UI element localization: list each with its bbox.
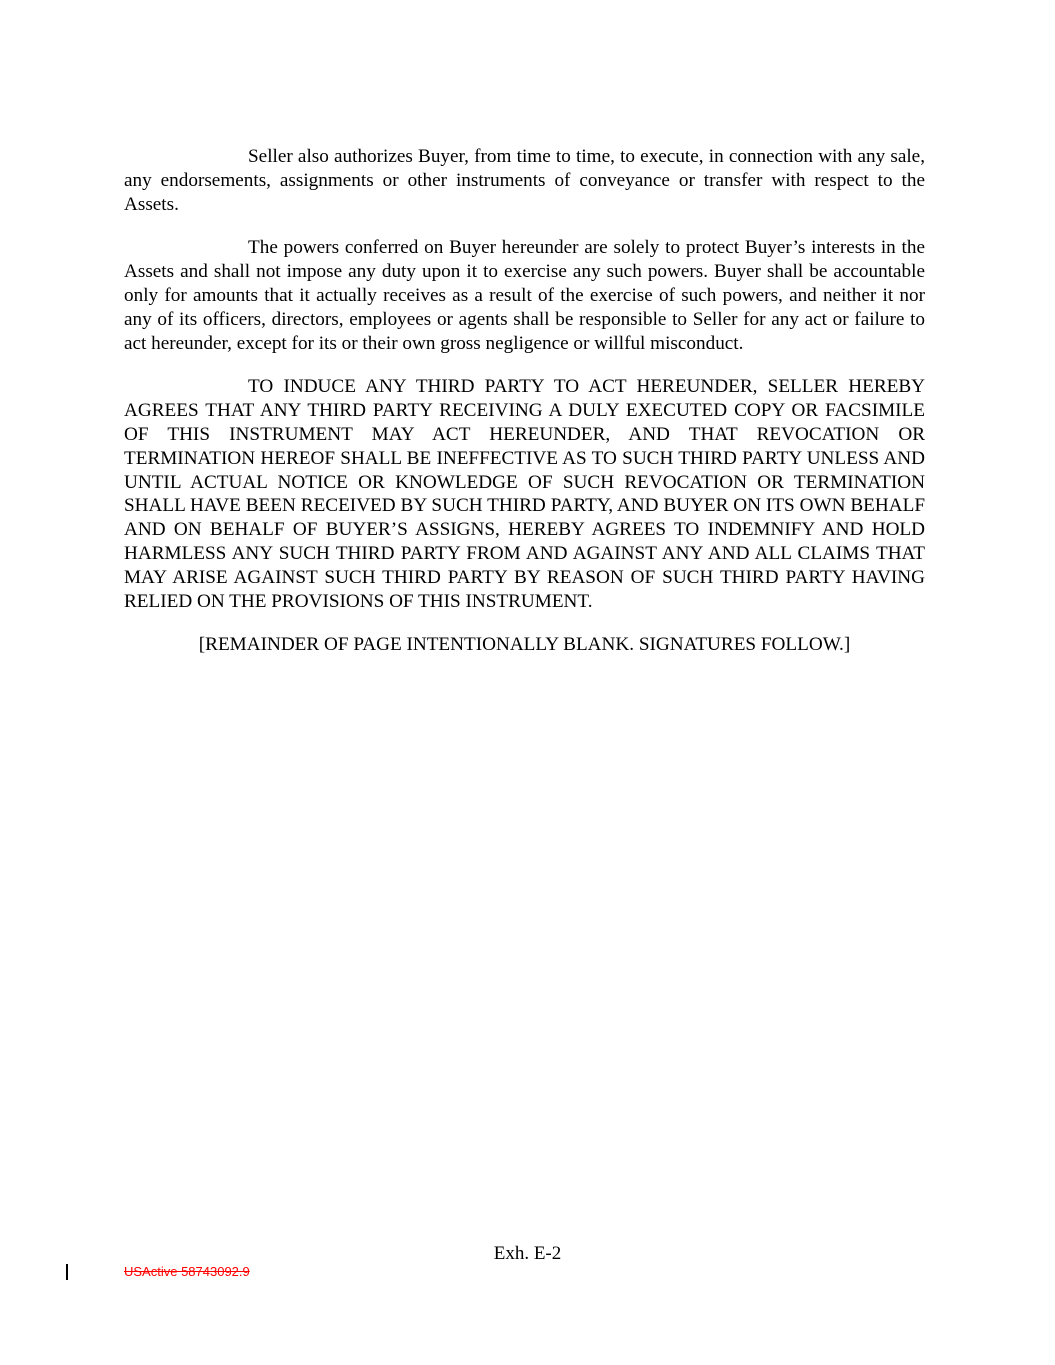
paragraph-powers-conferred: The powers conferred on Buyer hereunder are solely to protect Buyer’s interests in the Assets and shall not impose any duty upon it to exercise any such powers. Buyer shall be accountable only for amounts that it actually receives as a result of the exercise of such powers, and neither it nor any of its officers, directors, employees or agents shall be responsible to Seller for any act or failure to act hereunder, except for its or their own gross negligence or willful misconduct. [124,237,925,354]
revision-change-bar [66,1264,68,1280]
document-id-stamp: USActive 58743092.9 [124,1264,250,1279]
document-body [124,145,925,657]
page-number: Exh. E-2 [493,1243,562,1264]
paragraph-third-party-inducement: TO INDUCE ANY THIRD PARTY TO ACT HEREUNDER, SELLER HEREBY AGREES THAT ANY THIRD PARTY RECEIVING A DULY EXECUTED COPY OR FACSIMILE OF THIS INSTRUMENT MAY ACT HEREUNDER, AND THAT REVOCATION OR TERMINATION HEREOF SHALL BE INEFFECTIVE AS TO SUCH THIRD PARTY UNLESS AND UNTIL ACTUAL NOTICE OR KNOWLEDGE OF SUCH REVOCATION OR TERMINATION SHALL HAVE BEEN RECEIVED BY SUCH THIRD PARTY, AND BUYER ON ITS OWN BEHALF AND ON BEHALF OF BUYER’S ASSIGNS, HEREBY AGREES TO INDEMNIFY AND HOLD HARMLESS ANY SUCH THIRD PARTY FROM AND AGAINST ANY AND ALL CLAIMS THAT MAY ARISE AGAINST SUCH THIRD PARTY BY REASON OF SUCH THIRD PARTY HAVING RELIED ON THE PROVISIONS OF THIS INSTRUMENT. [124,376,925,612]
remainder-blank-note: [REMAINDER OF PAGE INTENTIONALLY BLANK. SIGNATURES FOLLOW.] [198,634,851,656]
paragraph-seller-authorization: Seller also authorizes Buyer, from time to time, to execute, in connection with any sale, any endorsements, assignments or other instruments of conveyance or transfer with respect to the Assets. [124,146,925,215]
